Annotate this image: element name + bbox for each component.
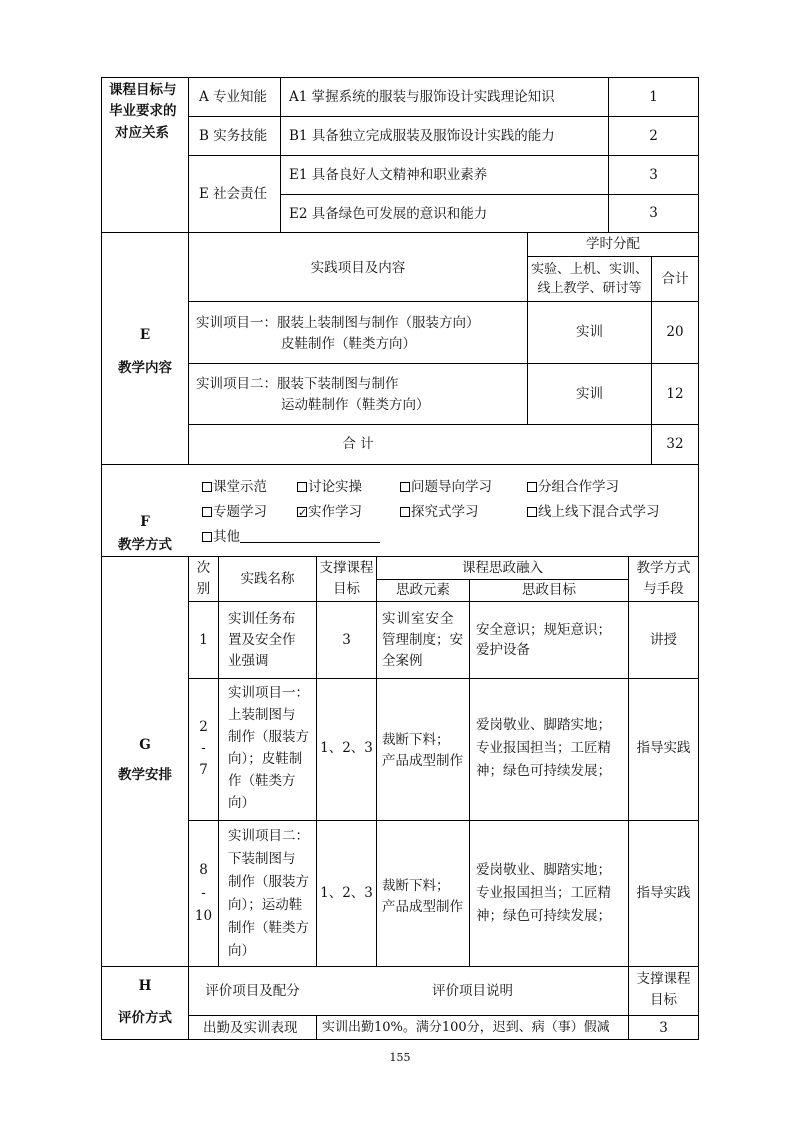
header-support-goal: 支撑课程 <box>319 560 374 576</box>
course-goal: A1 掌握系统的服装与服饰设计实践理论知识 <box>289 89 555 105</box>
header-teaching-method: 与手段 <box>643 581 684 597</box>
header-practice-content: 实践项目及内容 <box>310 260 406 276</box>
practice-name-line: 下装制图与 <box>228 851 296 867</box>
ideology-element-line: 裁断下料； <box>382 878 450 894</box>
course-goal: E1 具备良好人文精神和职业素养 <box>289 167 488 183</box>
table-rule <box>101 966 699 967</box>
section-h-title: 评价方式 <box>118 1010 172 1026</box>
eval-item: 出勤及实训表现 <box>203 1020 298 1036</box>
teaching-method: 讲授 <box>650 632 677 648</box>
teaching-option[interactable] <box>527 502 660 522</box>
practice-name-line: 实训任务布 <box>228 611 296 627</box>
project-line: 实训项目二：服装下装制图与制作 <box>196 376 399 392</box>
table-rule <box>280 77 281 232</box>
teaching-option-label: 其他 <box>213 529 240 545</box>
ideology-element-line: 产品成型制作 <box>382 753 463 769</box>
project-hours: 12 <box>666 386 684 402</box>
section-g-letter: G <box>139 737 151 753</box>
checkbox[interactable] <box>202 482 212 492</box>
header-ideology: 课程思政融入 <box>462 560 543 576</box>
header-eval-item: 评价项目及配分 <box>205 983 300 999</box>
table-rule <box>316 1015 317 1040</box>
header-ideology-target: 思政目标 <box>522 582 576 598</box>
practice-name-line: 制作（服装方 <box>228 729 309 745</box>
graduation-requirement: E 社会责任 <box>199 186 268 202</box>
course-goal: B1 具备独立完成服装及服饰设计实践的能力 <box>289 128 555 144</box>
project-hours: 20 <box>666 324 684 340</box>
support-goal: 3 <box>342 632 351 648</box>
session-no: - <box>201 885 206 901</box>
ideology-target-line: 爱护设备 <box>476 642 530 658</box>
table-border <box>101 1039 699 1040</box>
section-c-heading-line: 课程目标与 <box>109 82 177 98</box>
table-rule <box>189 678 699 679</box>
practice-name-line: 向） <box>228 795 255 811</box>
header-ideology-element: 思政元素 <box>396 582 450 598</box>
table-rule <box>189 820 699 821</box>
practice-name-line: 上装制图与 <box>228 707 296 723</box>
table-rule <box>280 194 699 195</box>
table-rule <box>469 579 470 966</box>
session-no: 2 <box>199 719 208 735</box>
support-level: 1 <box>649 89 658 105</box>
section-e-title: 教学内容 <box>118 360 172 376</box>
teaching-option-label: 课堂示范 <box>213 479 267 495</box>
practice-name-line: 实训项目二： <box>228 828 309 844</box>
sum-label: 合 计 <box>342 436 374 452</box>
header-session-no: 别 <box>196 581 211 597</box>
practice-name-line: 制作（服装方 <box>228 874 309 890</box>
header-practice-name: 实践名称 <box>240 571 295 587</box>
checkbox[interactable] <box>400 507 410 517</box>
header-support-goal: 目标 <box>650 992 677 1008</box>
ideology-target-line: 神；绿色可持续发展； <box>476 763 611 779</box>
teaching-option-label: 专题学习 <box>213 504 267 520</box>
teaching-option-label: 探究式学习 <box>411 504 479 520</box>
support-goal: 1、2、3 <box>320 740 373 756</box>
practice-name-line: 业强调 <box>228 653 269 669</box>
practice-name-line: 置及安全作 <box>228 632 296 648</box>
session-no: 1 <box>199 632 208 648</box>
table-rule <box>189 363 699 364</box>
ideology-element-line: 全案例 <box>382 653 423 669</box>
section-g-title: 教学安排 <box>118 767 172 783</box>
teaching-option-label: 问题导向学习 <box>411 479 492 495</box>
teaching-option[interactable] <box>400 477 492 497</box>
session-no: - <box>201 740 206 756</box>
checkbox[interactable] <box>527 482 537 492</box>
sum-value: 32 <box>666 436 684 452</box>
table-rule <box>189 301 699 302</box>
checkbox[interactable] <box>297 482 307 492</box>
checkbox[interactable] <box>202 507 212 517</box>
teaching-option[interactable] <box>297 477 362 497</box>
table-rule <box>101 556 699 557</box>
header-support-goal: 支撑课程 <box>636 971 691 987</box>
project-line: 皮鞋制作（鞋类方向） <box>281 336 416 352</box>
ideology-target-line: 专业报国担当；工匠精 <box>476 740 611 756</box>
header-activity-type: 实验、上机、实训、 <box>530 262 648 277</box>
header-hour-allocation: 学时分配 <box>586 236 640 252</box>
project-type: 实训 <box>576 324 603 340</box>
table-rule <box>101 464 699 465</box>
table-border <box>101 77 102 1040</box>
ideology-target-line: 爱岗敬业、脚踏实地； <box>476 862 611 878</box>
practice-name-line: 作（鞋类方 <box>228 773 296 789</box>
section-c-heading-line: 对应关系 <box>115 125 169 141</box>
table-rule <box>101 232 699 233</box>
practice-name-line: 向）；运动鞋 <box>228 897 303 913</box>
support-level: 2 <box>649 128 658 144</box>
ideology-element-line: 裁断下料； <box>382 732 450 748</box>
header-total: 合计 <box>661 271 689 287</box>
support-level: 3 <box>649 205 658 221</box>
project-type: 实训 <box>576 386 603 402</box>
support-level: 3 <box>649 167 658 183</box>
table-rule <box>189 155 699 156</box>
header-support-goal: 目标 <box>333 581 360 597</box>
ideology-target-line: 爱岗敬业、脚踏实地； <box>476 717 611 733</box>
teaching-method: 指导实践 <box>636 740 691 756</box>
table-border <box>101 77 699 78</box>
table-rule <box>189 1015 699 1016</box>
graduation-requirement: B 实务技能 <box>199 128 268 144</box>
checkbox[interactable] <box>202 532 212 542</box>
project-line: 实训项目一：服装上装制图与制作（服装方向） <box>196 315 480 331</box>
teaching-option-label: 分组合作学习 <box>538 479 619 495</box>
teaching-option[interactable] <box>202 527 380 547</box>
session-no: 8 <box>199 862 208 878</box>
header-eval-desc: 评价项目说明 <box>432 983 513 999</box>
practice-name-line: 制作（鞋类方 <box>228 920 309 936</box>
teaching-option-label: 讨论实操 <box>308 479 362 495</box>
practice-name-line: 向） <box>228 943 255 959</box>
table-rule <box>316 556 317 966</box>
checkbox-checked[interactable] <box>297 507 307 517</box>
teaching-option[interactable] <box>527 477 619 497</box>
section-f-title: 教学方式 <box>118 537 172 553</box>
table-rule <box>527 256 699 257</box>
teaching-method: 指导实践 <box>636 885 691 901</box>
table-rule <box>218 556 219 966</box>
header-activity-type: 线上教学、研讨等 <box>537 281 642 296</box>
ideology-element-line: 产品成型制作 <box>382 899 463 915</box>
practice-name-line: 实训项目一： <box>228 685 309 701</box>
course-goal: E2 具备绿色可发展的意识和能力 <box>289 206 488 222</box>
project-line: 运动鞋制作（鞋类方向） <box>281 397 430 413</box>
teaching-option-label: 实作学习 <box>308 504 362 520</box>
section-c-heading-line: 毕业要求的 <box>109 103 177 119</box>
practice-name-line: 向）；皮鞋制 <box>228 751 303 767</box>
header-teaching-method: 教学方式 <box>636 560 691 576</box>
teaching-option-label: 线上线下混合式学习 <box>538 504 660 520</box>
support-goal: 1、2、3 <box>320 885 373 901</box>
ideology-target-line: 专业报国担当；工匠精 <box>476 885 611 901</box>
checkbox[interactable] <box>527 507 537 517</box>
teaching-option[interactable] <box>297 502 362 522</box>
page-number: 155 <box>389 1051 411 1064</box>
other-blank-field[interactable] <box>240 528 380 543</box>
ideology-element-line: 实训室安全 <box>382 611 455 627</box>
teaching-option[interactable] <box>400 502 479 522</box>
ideology-element-line: 管理制度；安 <box>382 632 463 648</box>
eval-desc: 实训出勤10%。满分100分，迟到、病（事）假减 <box>322 1020 610 1035</box>
table-rule <box>376 556 377 966</box>
table-rule <box>189 424 699 425</box>
ideology-target-line: 安全意识；规矩意识； <box>476 622 611 638</box>
table-rule <box>188 556 189 1040</box>
section-e-letter: E <box>139 327 151 343</box>
teaching-option[interactable] <box>202 477 267 497</box>
table-rule <box>189 116 699 117</box>
section-f-letter: F <box>140 514 150 530</box>
header-session-no: 次 <box>196 560 211 576</box>
table-border <box>698 77 699 1040</box>
eval-support-goal: 3 <box>659 1020 668 1036</box>
teaching-option[interactable] <box>202 502 267 522</box>
table-rule <box>189 601 699 602</box>
checkbox[interactable] <box>400 482 410 492</box>
graduation-requirement: A 专业知能 <box>199 89 268 105</box>
ideology-target-line: 神；绿色可持续发展； <box>476 908 611 924</box>
session-no: 10 <box>194 908 213 924</box>
session-no: 7 <box>199 762 208 778</box>
section-h-letter: H <box>138 978 152 994</box>
table-rule <box>628 556 629 1040</box>
